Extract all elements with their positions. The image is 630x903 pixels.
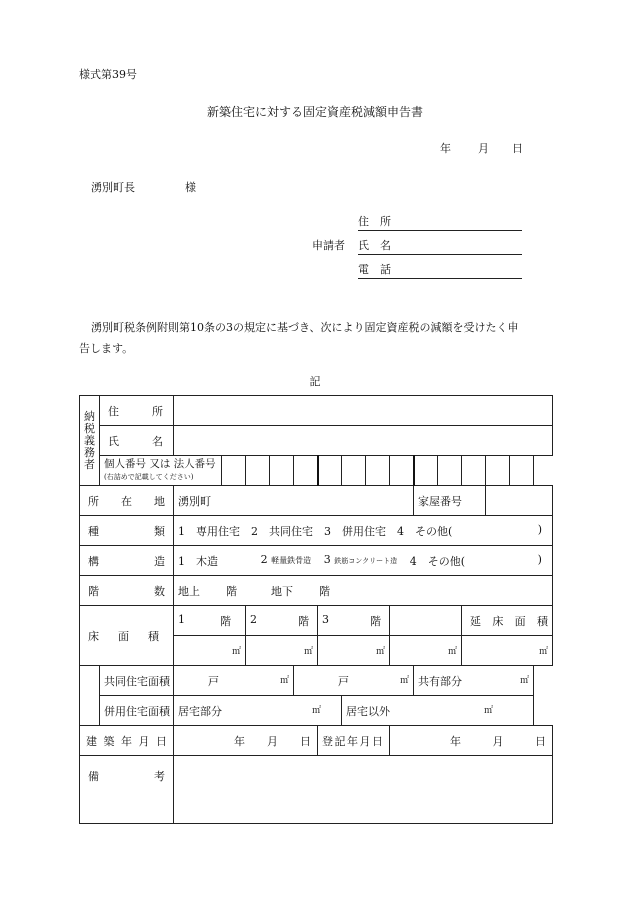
floor-3-label: 3 階 [318,606,390,636]
shared-area-input[interactable]: 戸 ㎡ [294,666,414,696]
form-number: 様式第39号 [79,68,137,81]
body-text-line-1: 湧別町税条例附則第10条の3の規定に基づき、次により固定資産税の減額を受けたく申 [91,321,519,334]
ki-heading: 記 [309,375,321,388]
floor-other-label [390,606,462,636]
personal-number-digit[interactable] [462,456,486,486]
registration-date-label: 登 記 年 月 日 [318,726,390,756]
taxpayer-name-input[interactable] [174,426,553,456]
total-floor-area-label: 延 床 面 積 [462,606,553,636]
declaration-table [79,395,553,824]
house-number-input[interactable] [486,486,553,516]
floor-area-label-extension [80,666,100,726]
residential-part-input[interactable]: 居宅部分 ㎡ [174,696,342,726]
personal-number-digit[interactable] [390,456,414,486]
honorific: 様 [185,181,196,194]
floor-1-area-input[interactable]: ㎡ [174,636,246,666]
personal-number-digit[interactable] [270,456,294,486]
combined-area-label: 併用住宅面積 [100,696,174,726]
page-title: 新築住宅に対する固定資産税減額申告書 [206,105,423,119]
floor-2-area-input[interactable]: ㎡ [246,636,318,666]
common-part-input[interactable]: 共有部分 ㎡ [414,666,534,696]
applicant-address-label: 住 所 [358,215,391,228]
date-year-label: 年 [440,142,451,155]
personal-number-digit[interactable] [438,456,462,486]
floor-other-area-input[interactable]: ㎡ [390,636,462,666]
shared-units-input[interactable]: 戸 ㎡ [174,666,294,696]
remarks-input[interactable] [174,756,553,824]
taxpayer-name-label: 氏 名 [100,426,174,456]
kind-options[interactable]: 1 専用住宅 2 共同住宅 3 併用住宅 4 その他( ) [174,516,553,546]
built-date-input[interactable]: 年 月 日 [174,726,318,756]
applicant-label: 申請者 [312,239,345,252]
kind-label: 種 類 [80,516,174,546]
shared-area-label: 共同住宅面積 [100,666,174,696]
floor-1-label: 1 階 [174,606,246,636]
body-text-line-2: 告します。 [79,342,134,355]
personal-number-digit[interactable] [510,456,534,486]
floor-area-label: 床 面 積 [80,606,174,666]
location-label: 所 在 地 [80,486,174,516]
applicant-address-field[interactable] [358,213,522,231]
remarks-label: 備 考 [80,756,174,824]
applicant-name-label: 氏 名 [358,239,391,252]
structure-label: 構 造 [80,546,174,576]
registration-date-input[interactable]: 年 月 日 [390,726,553,756]
floor-2-label: 2 階 [246,606,318,636]
taxpayer-address-label: 住 所 [100,396,174,426]
applicant-phone-label: 電 話 [358,263,391,276]
non-residential-input[interactable]: 居宅以外 ㎡ [342,696,534,726]
addressee: 湧別町長 [91,181,135,194]
date-day-label: 日 [512,142,523,155]
personal-number-digit[interactable] [222,456,246,486]
taxpayer-address-input[interactable] [174,396,553,426]
personal-number-digit[interactable] [414,456,438,486]
structure-options[interactable]: 1 木造 2 軽量鉄骨造 3 鉄筋コンクリート造 4 その他( ) [174,546,553,576]
personal-number-digit[interactable] [366,456,390,486]
personal-number-digit[interactable] [342,456,366,486]
personal-number-digit[interactable] [294,456,318,486]
house-number-label: 家屋番号 [414,486,486,516]
applicant-name-field[interactable] [358,237,522,255]
applicant-phone-field[interactable] [358,261,522,279]
taxpayer-label: 納 税 義 務 者 [80,396,100,486]
floor-3-area-input[interactable]: ㎡ [318,636,390,666]
personal-number-digit[interactable] [318,456,342,486]
total-floor-area-input[interactable]: ㎡ [462,636,553,666]
personal-number-digit[interactable] [246,456,270,486]
floors-label: 階 数 [80,576,174,606]
date-month-label: 月 [478,142,489,155]
personal-number-label: 個人番号 又は 法人番号 (右詰めで記載してください) [100,456,222,486]
location-input[interactable]: 湧別町 [174,486,414,516]
floors-input[interactable]: 地上 階 地下 階 [174,576,553,606]
built-date-label: 建 築 年 月 日 [80,726,174,756]
personal-number-digit[interactable] [486,456,510,486]
